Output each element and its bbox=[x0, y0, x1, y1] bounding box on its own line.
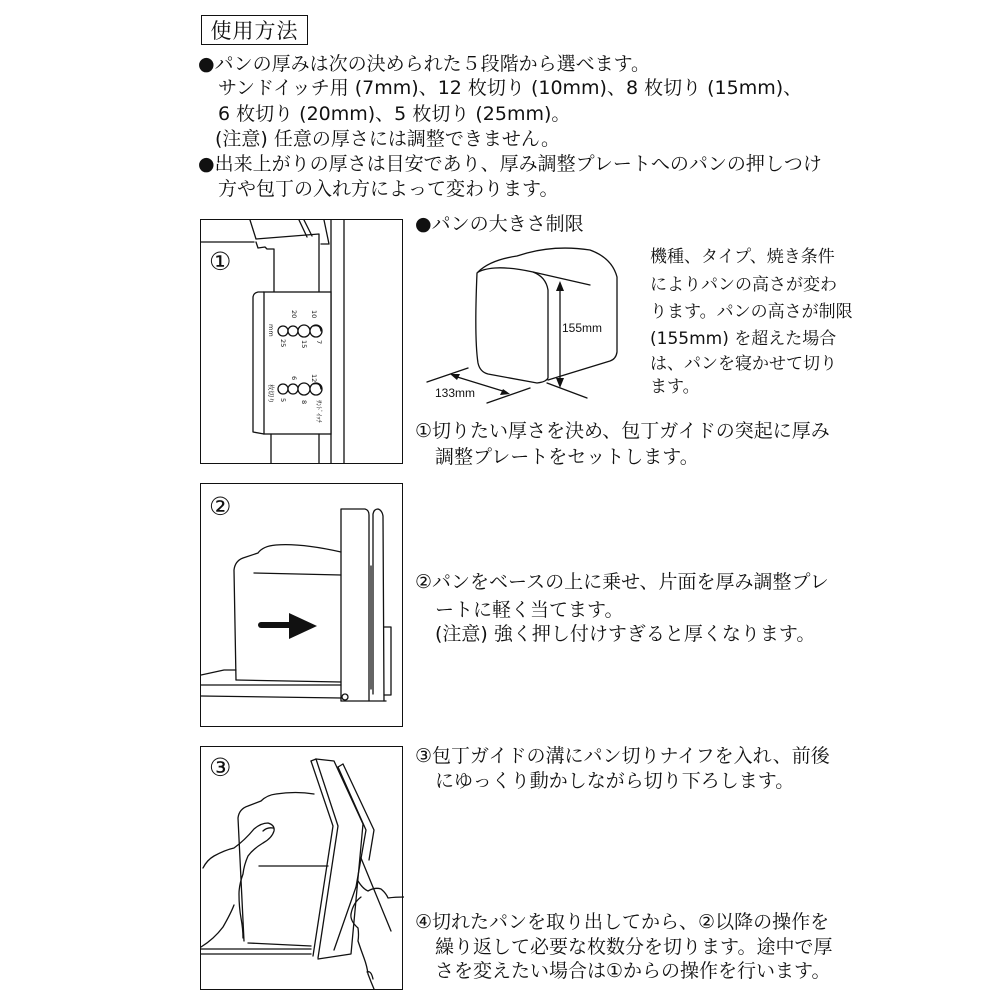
figure-step-3 bbox=[200, 746, 403, 990]
note-line: 機種、タイプ、焼き条件 bbox=[650, 247, 835, 267]
section-title bbox=[201, 15, 308, 45]
figure-number: ② bbox=[209, 492, 232, 521]
plate-label: 10 bbox=[310, 310, 318, 319]
step-line: さを変えたい場合は①からの操作を行います。 bbox=[435, 960, 831, 982]
plate-setting-illustration bbox=[201, 220, 404, 464]
note-line: (155mm) を超えた場合 bbox=[650, 329, 837, 349]
step-line: (注意) 強く押し付けすぎると厚くなります。 bbox=[435, 623, 816, 645]
plate-label: 8 bbox=[300, 400, 308, 405]
plate-label: 5 bbox=[279, 398, 287, 403]
plate-unit-label: mm bbox=[267, 324, 275, 337]
note-line: ます。 bbox=[650, 377, 700, 397]
step-line: ①切りたい厚さを決め、包丁ガイドの突起に厚み bbox=[415, 420, 830, 442]
left-hand-drawing bbox=[201, 823, 274, 947]
plate-label: 6 bbox=[290, 376, 298, 381]
figure-number: ① bbox=[209, 247, 232, 276]
plate-label: 25 bbox=[279, 339, 287, 348]
size-limit-heading: ●パンの大きさ制限 bbox=[415, 213, 584, 235]
section-title-text: 使用方法 bbox=[210, 19, 299, 43]
figure-step-1 bbox=[200, 219, 403, 464]
plate-label: 20 bbox=[290, 310, 298, 319]
bread-placement-illustration bbox=[201, 484, 404, 727]
intro-line: ●パンの厚みは次の決められた５段階から選べます。 bbox=[198, 53, 651, 75]
note-line: ります。パンの高さが制限 bbox=[650, 302, 853, 322]
bread-size-diagram bbox=[420, 240, 630, 410]
intro-line: (注意) 任意の厚さには調整できません。 bbox=[215, 128, 561, 150]
plate-label: ｻﾝﾄﾞｲｯﾁ bbox=[315, 400, 323, 423]
step-line: ④切れたパンを取り出してから、②以降の操作を bbox=[415, 911, 830, 933]
width-dimension-label: 133mm bbox=[435, 386, 476, 400]
intro-line: 方や包丁の入れ方によって変わります。 bbox=[218, 178, 559, 200]
step-line: 繰り返して必要な枚数分を切ります。途中で厚 bbox=[435, 936, 833, 958]
intro-line: 6 枚切り (20mm)、5 枚切り (25mm)。 bbox=[218, 103, 571, 125]
step-line: 調整プレートをセットします。 bbox=[435, 446, 699, 468]
note-line: によりパンの高さが変わ bbox=[650, 275, 837, 295]
push-arrow-icon bbox=[261, 613, 317, 639]
figure-number: ③ bbox=[209, 753, 232, 782]
height-dimension-label: 155mm bbox=[562, 321, 603, 335]
plate-label: 12 bbox=[310, 374, 318, 383]
note-line: は、パンを寝かせて切り bbox=[650, 354, 837, 374]
intro-line: サンドイッチ用 (7mm)、12 枚切り (10mm)、8 枚切り (15mm)、 bbox=[218, 77, 803, 99]
step-line: ②パンをベースの上に乗せ、片面を厚み調整プレ bbox=[415, 571, 829, 593]
step-line: ートに軽く当てます。 bbox=[435, 599, 624, 621]
figure-step-2 bbox=[200, 483, 403, 727]
slicing-illustration bbox=[201, 747, 404, 990]
step-line: にゆっくり動かしながら切り下ろします。 bbox=[435, 770, 795, 792]
plate-label: 15 bbox=[300, 340, 308, 349]
plate-unit-label: 枚切り bbox=[267, 384, 275, 404]
intro-line: ●出来上がりの厚さは目安であり、厚み調整プレートへのパンの押しつけ bbox=[198, 153, 822, 175]
step-line: ③包丁ガイドの溝にパン切りナイフを入れ、前後 bbox=[415, 745, 830, 767]
plate-label: 7 bbox=[315, 340, 323, 345]
